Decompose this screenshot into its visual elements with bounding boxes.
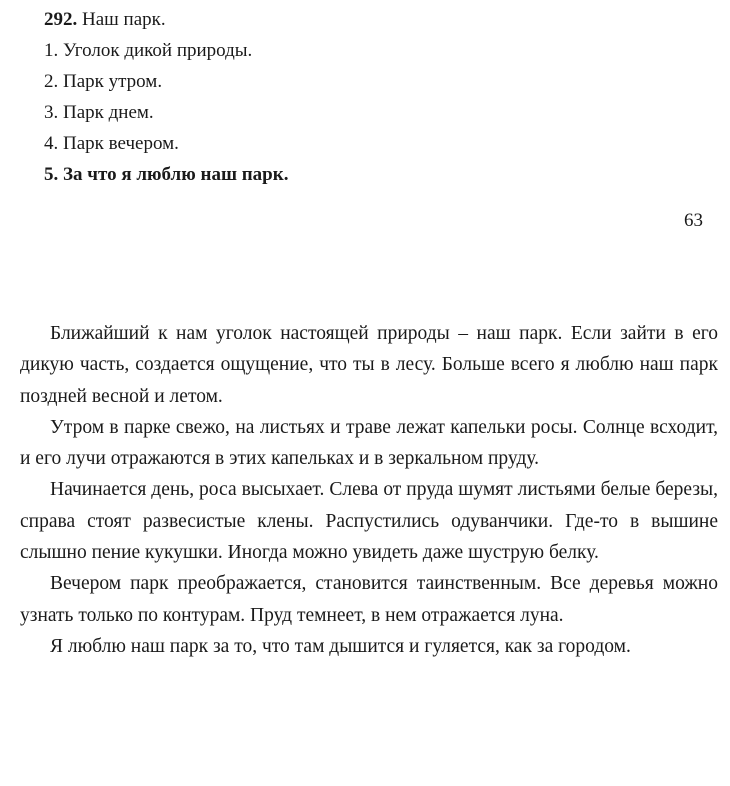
plan-item: 4. Парк вечером. bbox=[44, 133, 179, 154]
essay-paragraph: Вечером парк преображается, становится таинственным. Все деревья можно узнать только по контурам. Пруд темнеет, в нем отражается луна. bbox=[20, 573, 718, 626]
plan-item: 2. Парк утром. bbox=[44, 71, 163, 92]
essay-plan bbox=[44, 4, 288, 190]
exercise-title: Наш парк. bbox=[82, 9, 166, 30]
essay-paragraph: Утром в парке свежо, на листьях и траве лежат капельки росы. Солнце всходит, и его лучи отражаются в этих капельках и в зеркальном пруду. bbox=[20, 416, 718, 470]
essay-paragraph: Я люблю наш парк за то, что там дышится и гуляется, как за городом. bbox=[50, 635, 631, 657]
exercise-heading bbox=[44, 4, 288, 35]
essay-paragraph: Начинается день, роса высыхает. Слева от пруда шумят листьями белые березы, справа стоят развесистые клены. Распустились одуванчики. Где-то в вышине слышно пение кукушки. Иногда можно увидеть даже шуструю белку. bbox=[20, 479, 718, 564]
essay-paragraph: Ближайший к нам уголок настоящей природы – наш парк. Если зайти в его дикую часть, создается ощущение, что ты в лесу. Больше всего я люблю наш парк поздней весной и летом. bbox=[20, 323, 718, 407]
plan-item: 1. Уголок дикой природы. bbox=[44, 40, 253, 61]
plan-item: 5. За что я люблю наш парк. bbox=[44, 164, 289, 185]
plan-item: 3. Парк днем. bbox=[44, 102, 154, 123]
exercise-number: 292. bbox=[44, 9, 78, 30]
essay-text bbox=[20, 318, 718, 662]
page-number: 63 bbox=[684, 210, 703, 231]
